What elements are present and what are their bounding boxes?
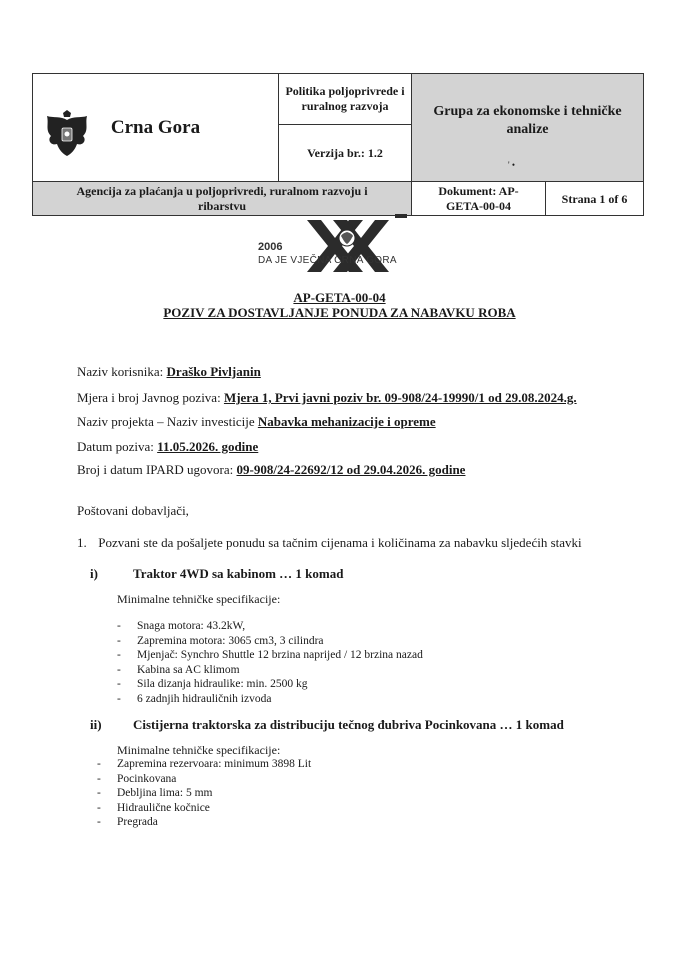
group-cell [412,74,644,182]
date-value: 11.05.2026. godine [157,439,259,454]
spec-item: - Zapremina motora: 3065 cm3, 3 cilindra [117,634,324,647]
document-code: AP-GETA-00-04 [293,290,386,305]
spec-item: - Snaga motora: 43.2kW, [117,620,246,632]
user-label: Naziv korisnika: [77,364,164,379]
item-2-title: Cistijerna traktorska za distribuciju tečnog đubriva Pocinkovana … 1 komad [133,717,564,732]
spec-item: - Kabina sa AC klimom [117,663,240,676]
contract-line [77,462,465,478]
page-number-cell [546,182,644,216]
invitation-text: Pozvani ste da pošaljete ponudu sa tačnim cijenama i količinama za nabavku sljedećih stavki [98,535,582,550]
document-label: Dokument: AP-GETA-00-04 [438,183,519,213]
contract-label: Broj i datum IPARD ugovora: [77,462,234,477]
agency-name: Agencija za plaćanja u poljoprivredi, ruralnom razvoju i ribarstvu [76,183,368,213]
item-1-numeral: i) [90,566,98,581]
version-cell [279,125,412,182]
item-2-numeral: ii) [90,717,102,732]
date-line [77,439,258,455]
country-name: Crna Gora [110,116,201,138]
spec-item: - Pregrada [97,816,158,828]
project-value: Nabavka mehanizacije i opreme [257,414,436,429]
document-cell [412,182,546,216]
spec-item: - Pocinkovana [97,772,177,785]
spec-item: - Hidraulične kočnice [97,801,210,814]
group-name: Grupa za ekonomske i tehničke analize [433,103,622,137]
item-2-spec-label: Minimalne tehničke specifikacije: [117,743,281,757]
measure-value: Mjera 1, Prvi javni poziv br. 09-908/24-19990/1 od 29.08.2024.g. [223,390,577,405]
user-value: Draško Pivljanin [166,364,261,379]
item-2-spec-list [97,757,312,830]
spec-item: - Sila dizanja hidraulike: min. 2500 kg [117,678,308,690]
item-1-spec-label: Minimalne tehničke specifikacije: [117,592,281,606]
project-line [77,414,436,430]
invitation-paragraph [77,535,582,551]
project-label: Naziv projekta – Naziv investicije [77,414,255,429]
spec-item: - Mjenjač: Synchro Shuttle 12 brzina naprijed / 12 brzina nazad [117,649,423,661]
greeting: Poštovani dobavljači, [77,503,189,518]
group-mark: ' • [508,160,516,170]
item-1-spec-list [117,619,423,706]
page-number: Strana 1 of 6 [561,191,628,206]
coat-of-arms-icon [41,110,93,158]
document-title: POZIV ZA DOSTAVLJANJE PONUDA ZA NABAVKU ROBA [163,305,516,320]
document-header-table [32,73,644,216]
logo-motto: DA JE VJEČNA CRNA GORA [258,255,397,266]
user-line [77,364,261,380]
invitation-number: 1. [77,535,87,550]
policy-cell [279,74,412,125]
policy-name: Politika poljoprivrede i ruralnog razvoja [285,84,405,113]
spec-item: - 6 zadnjih hidrauličnih izvoda [117,692,272,705]
logo-year: 2006 [258,241,283,253]
spec-item: - Zapremina rezervoara: minimum 3898 Lit [97,758,312,770]
item-1-title: Traktor 4WD sa kabinom … 1 komad [133,566,344,581]
date-label: Datum poziva: [77,439,154,454]
version-label: Verzija br.: 1.2 [307,146,383,160]
spec-item: - Debljina lima: 5 mm [97,787,213,799]
contract-value: 09-908/24-22692/12 od 29.04.2026. godine [236,462,466,477]
agency-cell [33,182,412,216]
measure-label: Mjera i broj Javnog poziva: [77,390,221,405]
measure-line [77,390,577,406]
